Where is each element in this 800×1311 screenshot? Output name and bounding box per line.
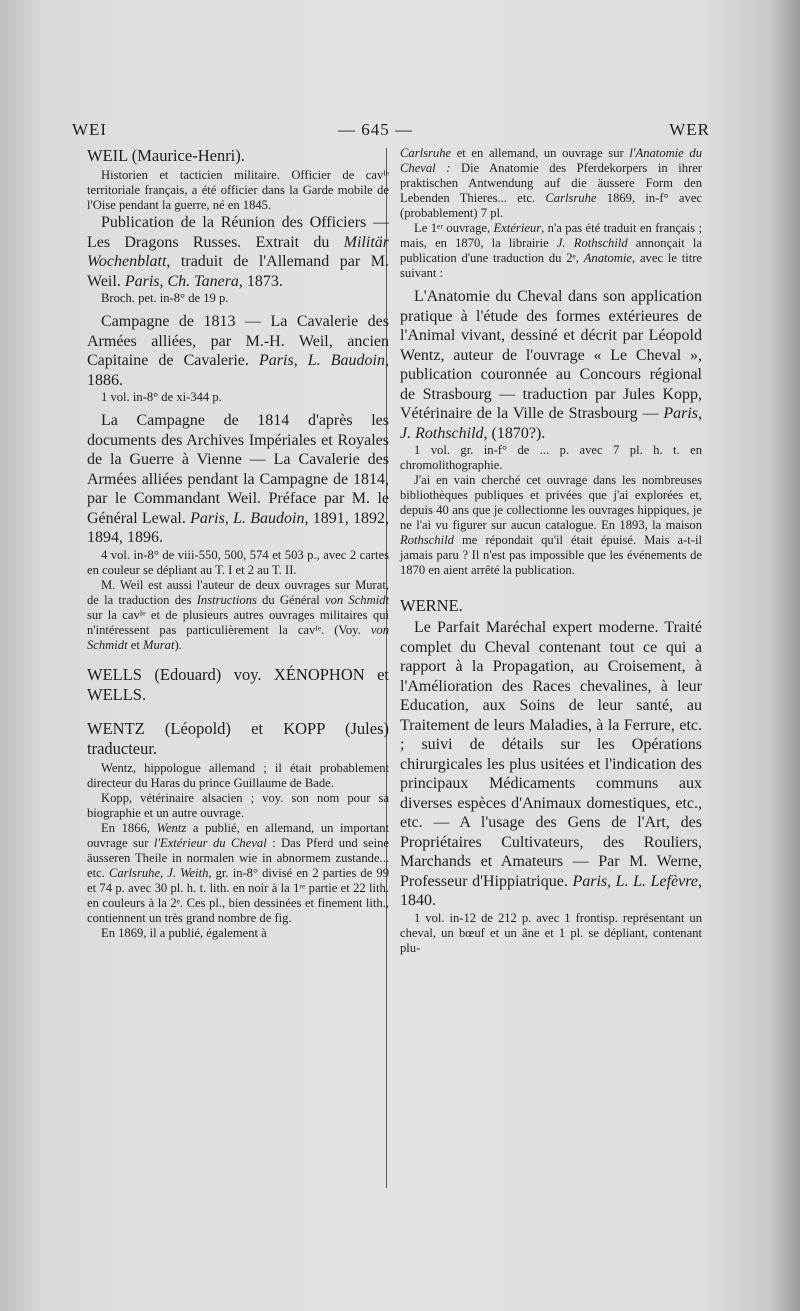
publication-wentz-anatomie: L'Anatomie du Cheval dans son application pratique à l'étude des formes extérieures de l'Animal vivant, dessiné et décrit par Léopold Wentz, auteur de l'ouvrage « Le Cheval », publication couronnée au Concours régional de Strasbourg — traduction par Jules Kopp, Vétérinaire de la Ville de Strasbourg — Paris, J. Rothschild, (1870?). bbox=[400, 288, 702, 442]
header-left: WEI bbox=[72, 120, 108, 139]
publication-note-weil-1: Broch. pet. in-8° de 19 p. bbox=[101, 291, 229, 305]
publication-weil-3: La Campagne de 1814 d'après les documents des Archives Impériales et Royales de la Guerre à Vienne — La Cavalerie des Armées alliées pendant la Campagne de 1814, par le Commandant Weil. Préface par M. le Général Lewal. Paris, L. Baudoin, 1891, 1892, 1894, 1896. bbox=[87, 412, 389, 546]
header-right: WER bbox=[669, 120, 710, 139]
note-wentz-translation: Le 1ᵉʳ ouvrage, Extérieur, n'a pas été traduit en français ; mais, en 1870, la librairie J. Rothschild annonçait la publication d'une traduction du 2ᵉ, Anatomie, avec le titre suivant : bbox=[400, 221, 702, 280]
publication-werne: Le Parfait Maréchal expert moderne. Traité complet du Cheval contenant tout ce qui a rapport à la Propagation, au Croisement, à l'Amélioration des Races chevalines, à leur Education, aux Soins de leur santé, au Traitement de leurs Maladies, à la Ferrure, etc. ; suivi de détails sur les Opérations chirurgicales les plus usitées et l'indication des principaux Médicaments communs aux diverses espèces d'Animaux domestiques, etc., etc. — A l'usage des Gens de l'Art, des Propriétaires Cultivateurs, des Rouliers, Marchands et Amateurs — Par M. Werne, Professeur d'Hippiatrique. Paris, L. L. Lefèvre, 1840. bbox=[400, 619, 702, 909]
publication-weil-1: Publication de la Réunion des Officiers — Les Dragons Russes. Extrait du Militär Wochenblatt, traduit de l'Allemand par M. Weil. Paris, Ch. Tanera, 1873. bbox=[87, 214, 389, 290]
publication-note-wentz-anatomie: 1 vol. gr. in-f° de ... p. avec 7 pl. h. t. en chromolithographie. bbox=[400, 443, 702, 472]
book-page bbox=[60, 112, 730, 1192]
left-column bbox=[87, 146, 389, 941]
note-wentz-1869: En 1869, il a publié, également à bbox=[101, 925, 267, 940]
publication-note-weil-2: 1 vol. in-8° de xi-344 p. bbox=[101, 390, 222, 404]
entry-heading-wentz: WENTZ (Léopold) et KOPP (Jules) traducteur. bbox=[87, 718, 389, 758]
publication-note-werne: 1 vol. in-12 de 212 p. avec 1 frontisp. représentant un cheval, un bœuf et un âne et 1 pl. se dépliant, contenant plu- bbox=[400, 910, 702, 955]
entry-bio-wentz: Wentz, hippologue allemand ; il était probablement directeur du Haras du prince Guillaume de Bade. bbox=[87, 760, 389, 790]
note-weil: M. Weil est aussi l'auteur de deux ouvrages sur Murat, de la traduction des Instructions du Général von Schmidt sur la cavᴵᵉ et de plusieurs autres ouvrages militaires qui n'intéressent pas particulièrement la cavᴵᵉ. (Voy. von Schmidt et Murat). bbox=[87, 577, 389, 652]
note-wentz-1866: En 1866, Wentz a publié, en allemand, un important ouvrage sur l'Extérieur du Cheval : Das Pferd und seine äusseren Theile in normalen wie in abnormem zustande... etc. Carlsruhe, J. Weith, gr. in-8° divisé en 2 parties de 99 et 74 p. avec 30 pl. h. t. lith. en noir à la 1ʳᵉ partie et 22 lith. en couleurs à la 2ᵉ. Ces pl., bien dessinées et finement lith., contiennent un très grand nombre de fig. bbox=[87, 820, 390, 925]
note-wentz-continued: Carlsruhe et en allemand, un ouvrage sur l'Anatomie du Cheval : Die Anatomie des Pferdekorpers in ihrer praktischen Antwendung auf die äussere Form den Lebenden Thieres... etc. Carlsruhe 1869, in-f° avec (probablement) 7 pl. bbox=[400, 146, 702, 220]
running-header bbox=[60, 120, 708, 144]
comment-wentz-anatomie: J'ai en vain cherché cet ouvrage dans les nombreuses bibliothèques publiques et privées que j'ai explorées et, depuis 40 ans que je collectionne les ouvrages hippiques, je ne l'ai vu figurer sur aucun catalogue. En 1893, la maison Rothschild me répondait qu'il était épuisé. Mais a-t-il jamais paru ? Il n'est pas impossible que les événements de 1870 en aient arrêté la publication. bbox=[400, 473, 702, 577]
entry-heading-wells: WELLS (Edouard) voy. XÉNOPHON et WELLS. bbox=[87, 664, 389, 704]
right-column bbox=[400, 146, 702, 956]
page-number: — 645 — bbox=[338, 120, 413, 139]
entry-heading-weil: WEIL (Maurice-Henri). bbox=[87, 146, 245, 165]
entry-bio-weil: Historien et tacticien militaire. Officier de cavᴵᵉ territoriale français, a été officier dans la Garde mobile de l'Oise pendant la guerre, né en 1845. bbox=[87, 168, 389, 212]
entry-heading-werne: WERNE. bbox=[400, 596, 463, 615]
publication-weil-2: Campagne de 1813 — La Cavalerie des Armées alliées, par M.-H. Weil, ancien Capitaine de Cavalerie. Paris, L. Baudoin, 1886. bbox=[87, 313, 389, 389]
entry-bio-kopp: Kopp, vétérinaire alsacien ; voy. son nom pour sa biographie et un autre ouvrage. bbox=[87, 790, 389, 820]
publication-note-weil-3: 4 vol. in-8° de viii-550, 500, 574 et 503 p., avec 2 cartes en couleur se dépliant au T. I et 2 au T. II. bbox=[87, 547, 389, 577]
